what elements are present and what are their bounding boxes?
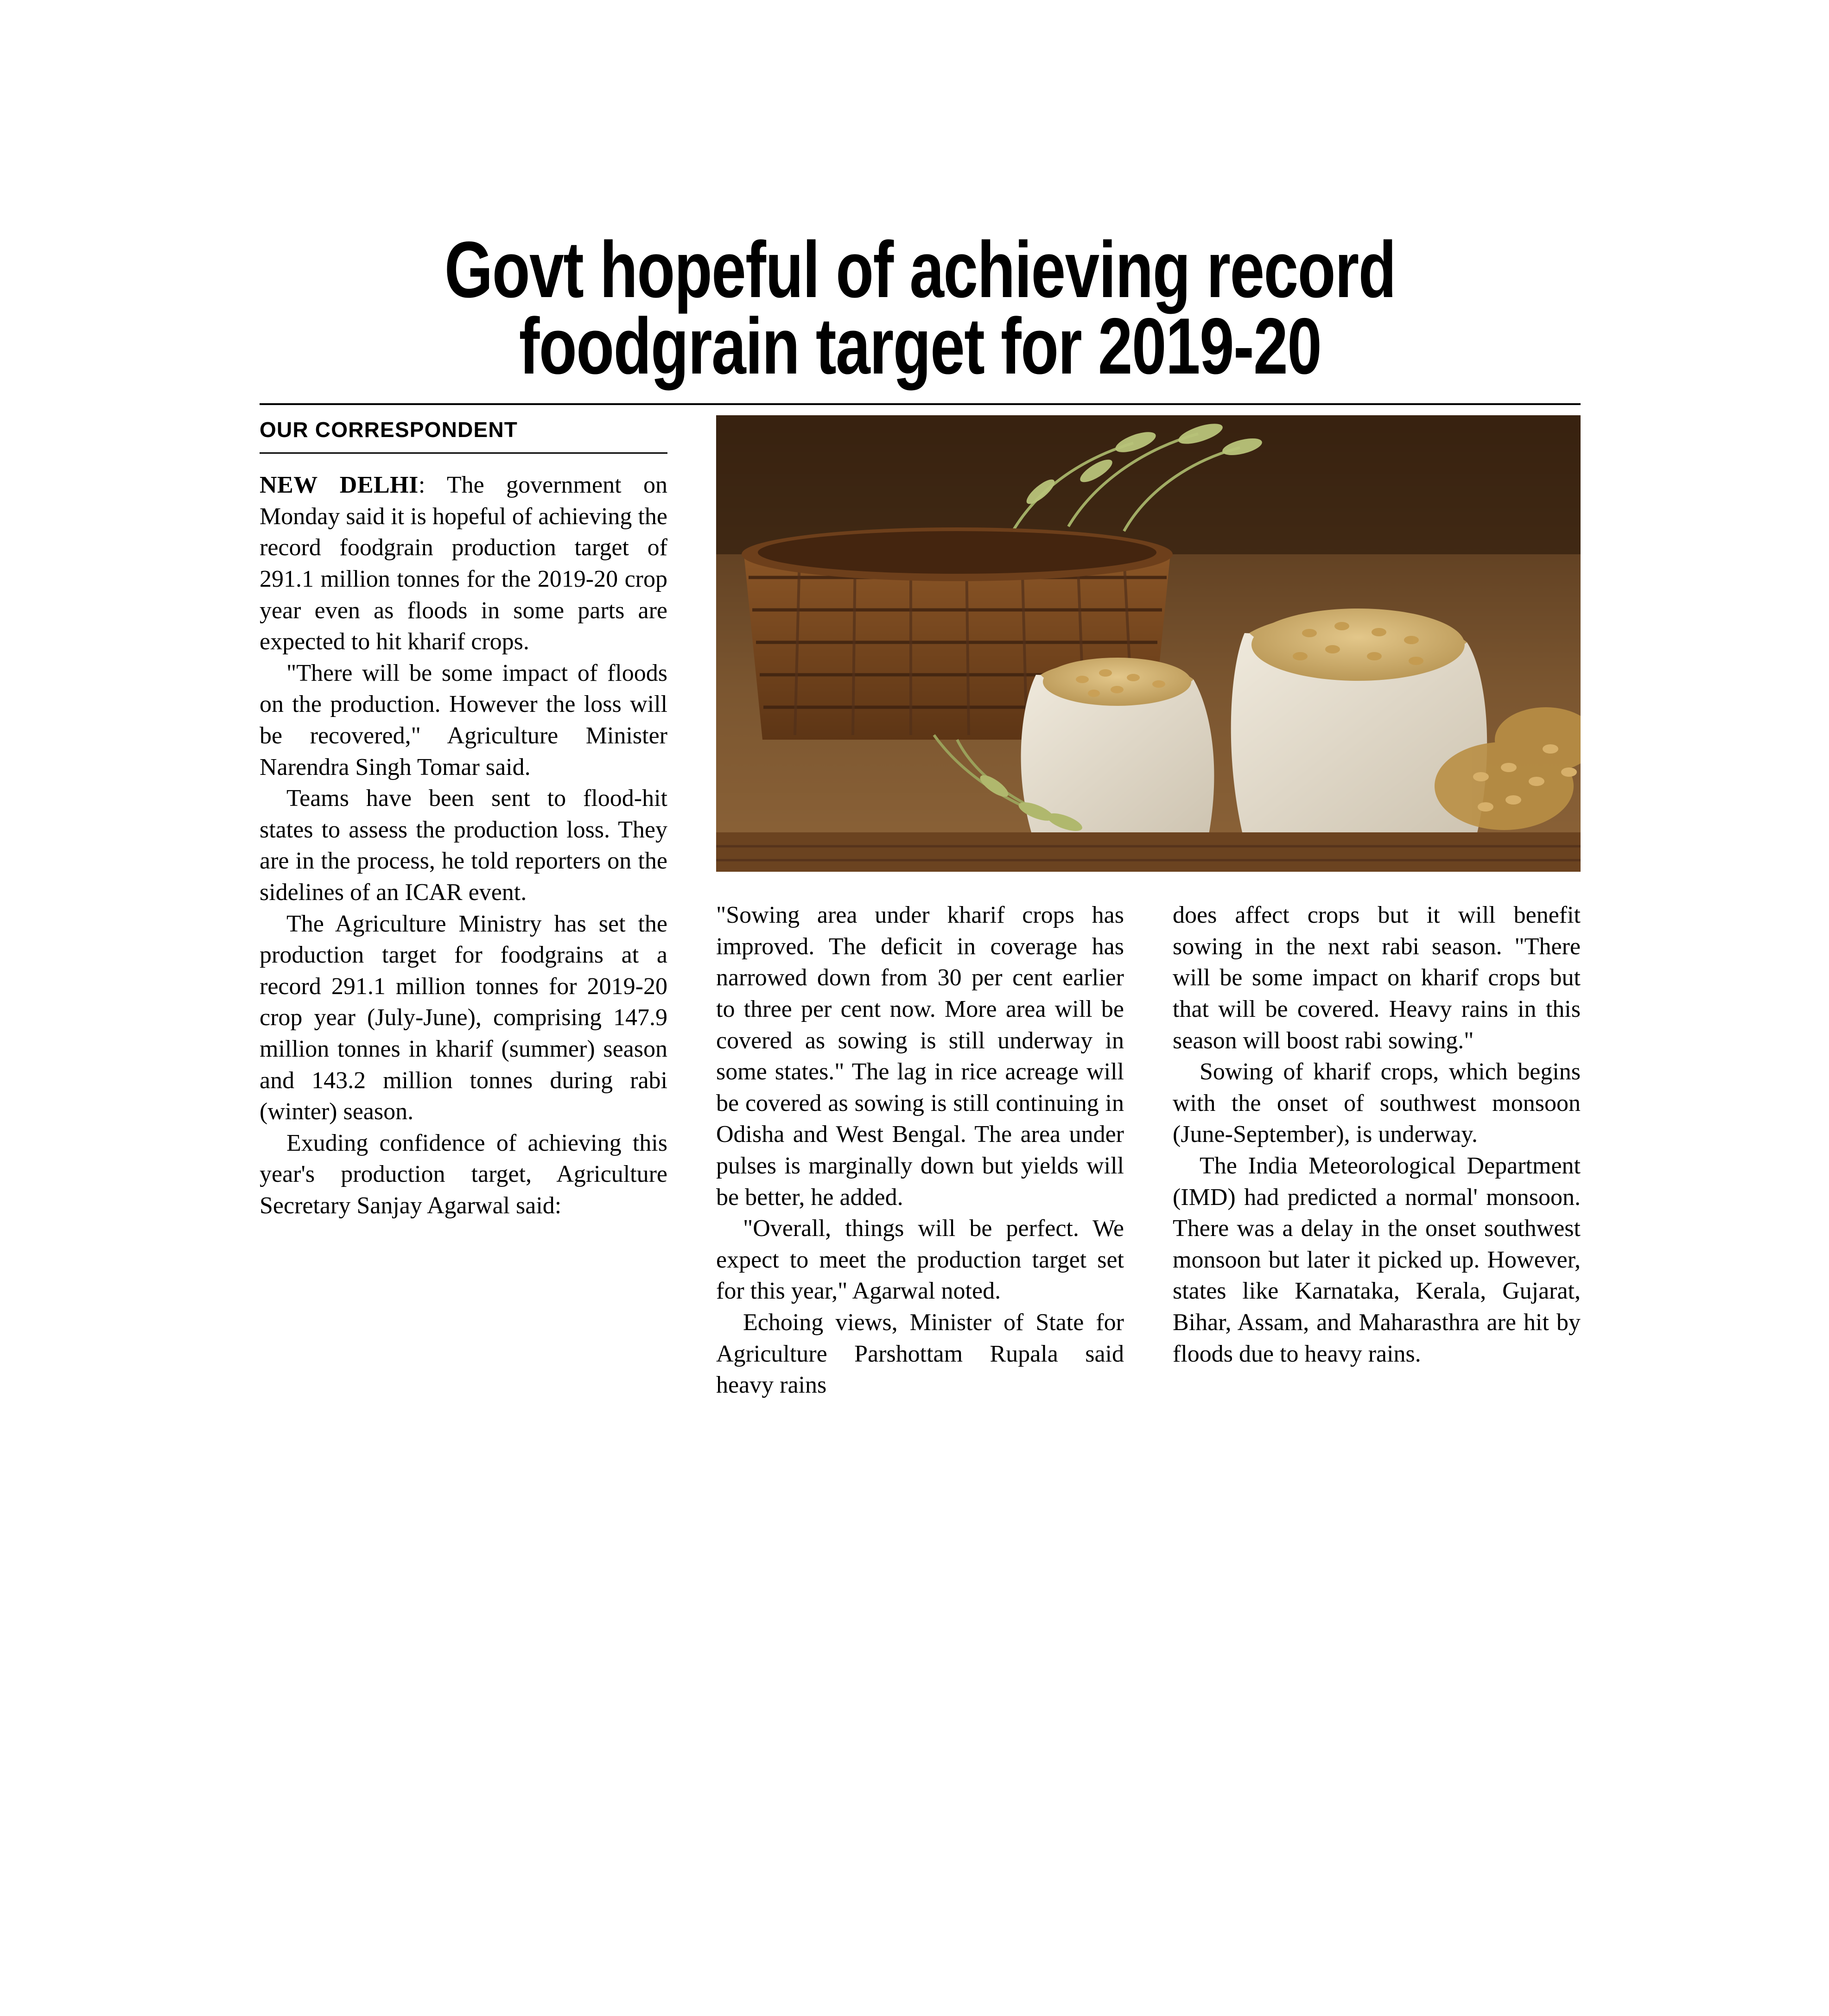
- paragraph: "There will be some impact of floods on the production. However the loss will be recovered," Agriculture Minister Narendra Singh Tomar said.: [260, 659, 667, 780]
- dateline: NEW DELHI: [260, 472, 419, 499]
- paragraph: [260, 469, 667, 658]
- byline-divider: [260, 452, 667, 454]
- article-photo: [716, 415, 1581, 872]
- paragraph: Exuding confidence of achieving this year's production target, Agriculture Secretary Sanjay Agarwal said:: [260, 1129, 667, 1219]
- article-column-1: [260, 415, 667, 1221]
- article-column-3: [1173, 900, 1581, 1369]
- foodgrain-illustration: [716, 415, 1581, 872]
- paragraph-text: : The government on Monday said it is hopeful of achieving the record foodgrain production target of 291.1 million tonnes for the 2019-20 crop year even as floods in some parts are expected to hit kharif crops.: [260, 472, 667, 655]
- headline-line-2: foodgrain target for 2019-20: [519, 302, 1321, 391]
- paragraph: Echoing views, Minister of State for Agriculture Parshottam Rupala said heavy rains: [716, 1309, 1124, 1399]
- byline: OUR CORRESPONDENT: [260, 418, 518, 442]
- paragraph: Teams have been sent to flood-hit states to assess the production loss. They are in the process, he told reporters on the sidelines of an ICAR event.: [260, 785, 667, 906]
- page-title: [405, 225, 1435, 391]
- paragraph: The Agriculture Ministry has set the production target for foodgrains at a record 291.1 million tonnes for 2019-20 crop year (July-June), comprising 147.9 million tonnes in kharif (summer) season and 143.2 million tonnes during rabi (winter) season.: [260, 910, 667, 1125]
- article-column-2: [716, 900, 1124, 1401]
- paragraph: The India Meteorological Department (IMD) had predicted a normal' monsoon. There was a delay in the onset southwest monsoon but later it picked up. However, states like Karnataka, Kerala, Gujarat, Bihar, Assam, and Maharasthra are hit by floods due to heavy rains.: [1173, 1152, 1581, 1367]
- news-article: [260, 225, 1581, 1399]
- paragraph: "Sowing area under kharif crops has improved. The deficit in coverage has narrowed down from 30 per cent earlier to three per cent now. More area will be covered as sowing is still underway in some states." The lag in rice acreage will be covered as sowing is still continuing in Odisha and West Bengal. The area under pulses is marginally down but yields will be better, he added.: [716, 902, 1124, 1211]
- headline-line-1: Govt hopeful of achieving record: [444, 225, 1396, 314]
- paragraph: does affect crops but it will benefit sowing in the next rabi season. "There will be some impact on kharif crops but that will be covered. Heavy rains in this season will boost rabi sowing.": [1173, 902, 1581, 1054]
- paragraph: "Overall, things will be perfect. We expect to meet the production target set for this year," Agarwal noted.: [716, 1215, 1124, 1305]
- headline-divider: [260, 403, 1581, 405]
- paragraph: Sowing of kharif crops, which begins with the onset of southwest monsoon (June-September), is underway.: [1173, 1059, 1581, 1148]
